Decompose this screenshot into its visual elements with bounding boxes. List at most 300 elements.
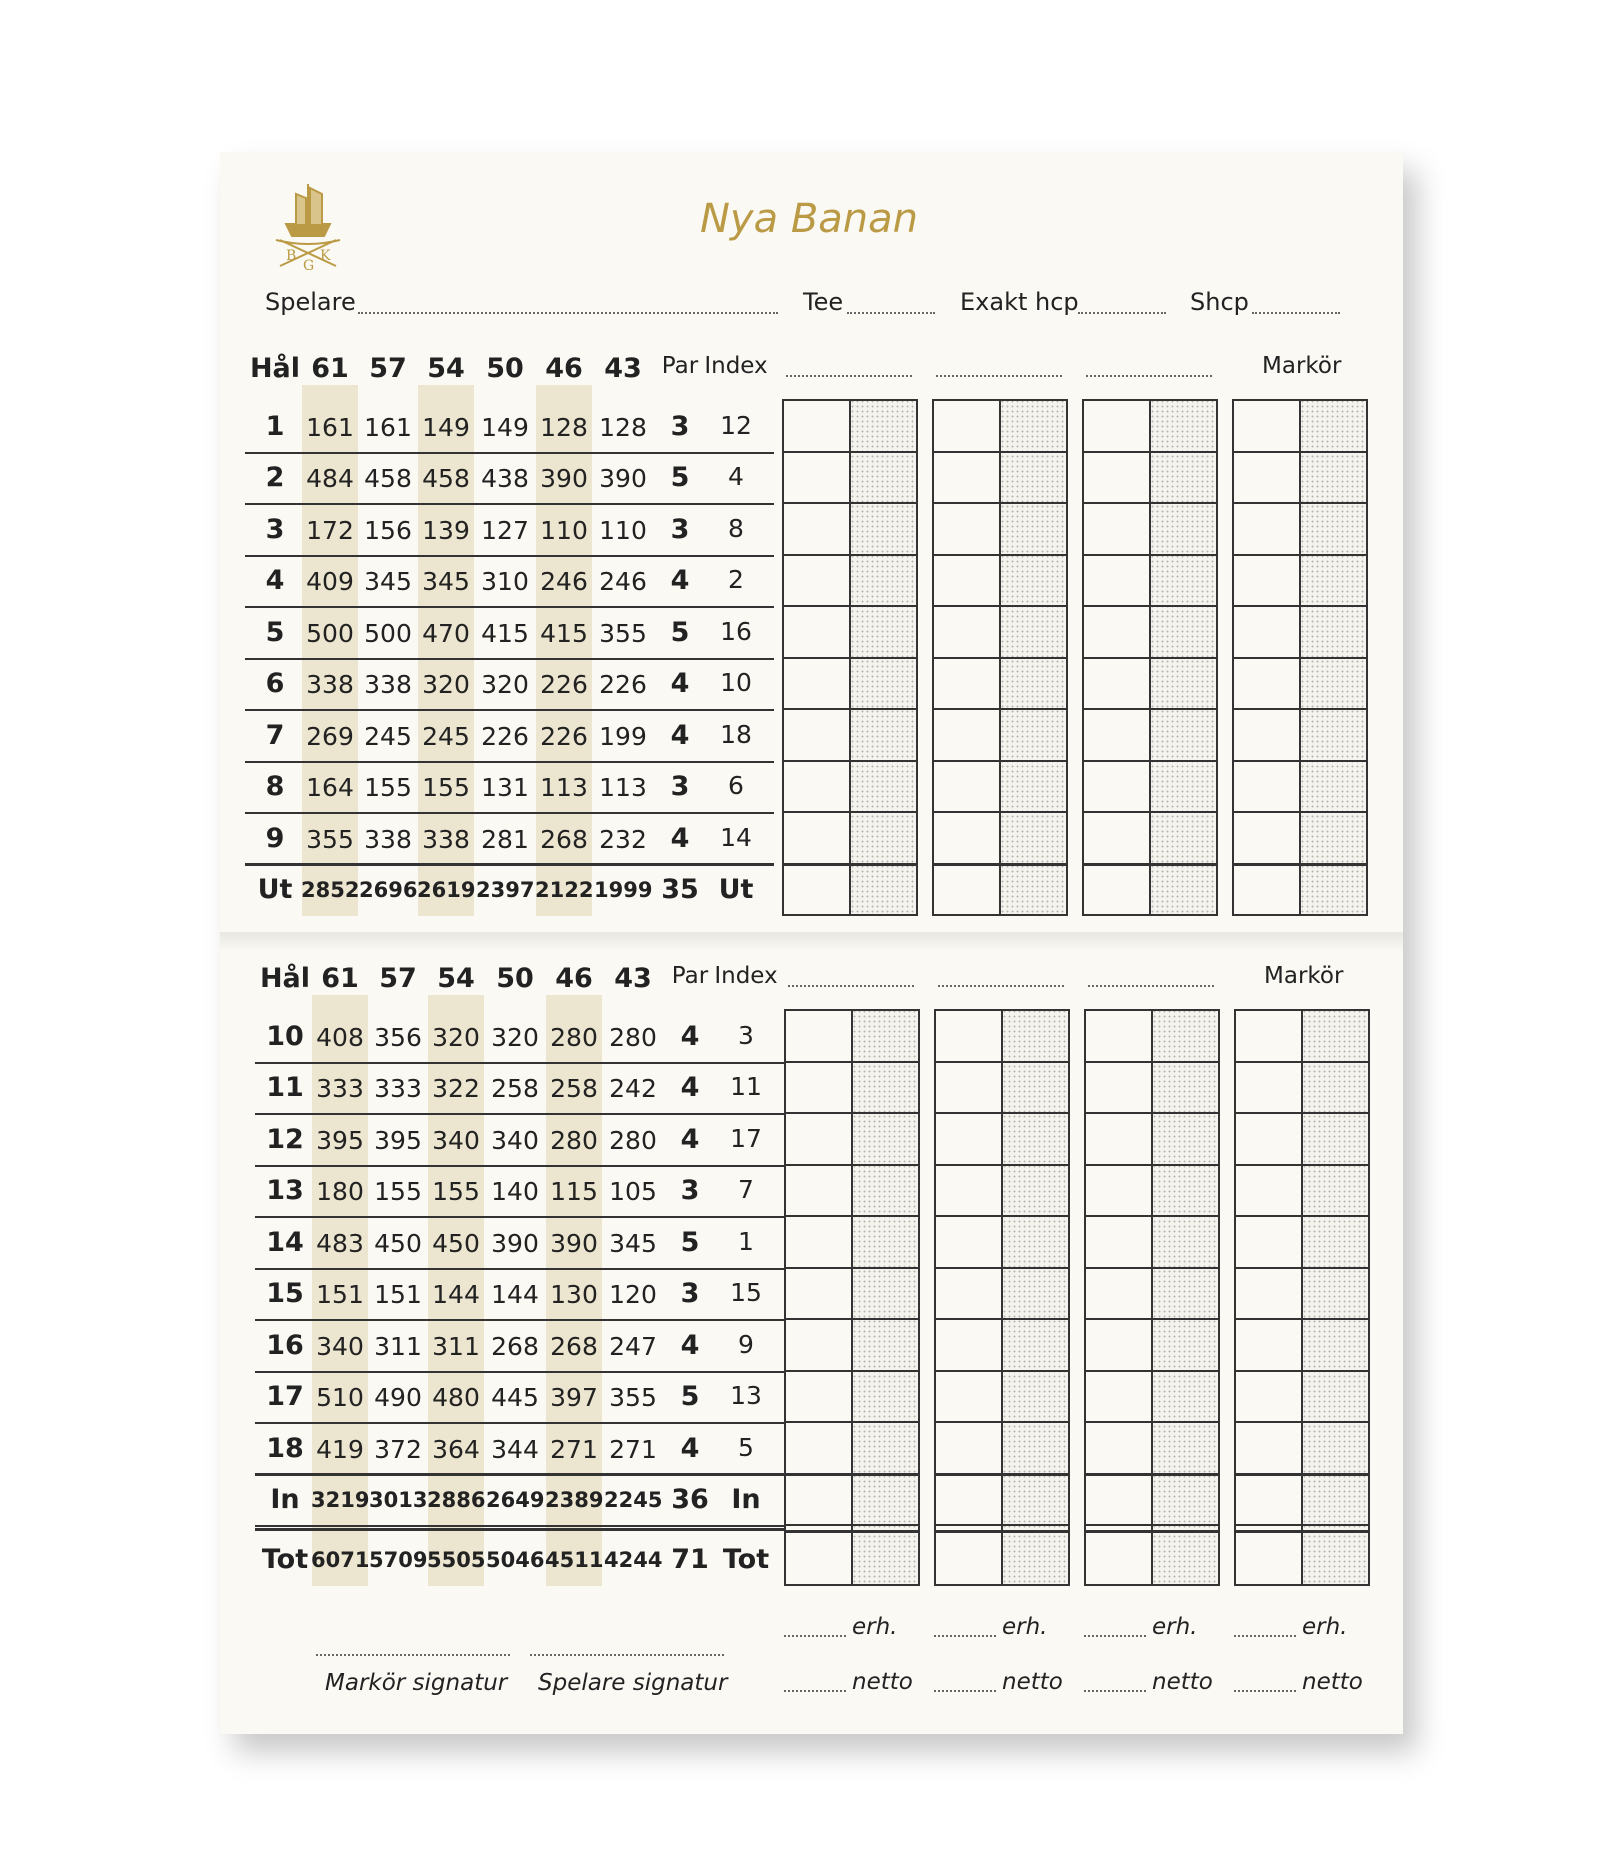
hole-length: 322 bbox=[432, 1074, 480, 1104]
hole-number: 17 bbox=[266, 1381, 304, 1413]
hole-length: 128 bbox=[599, 412, 647, 442]
row-divider bbox=[255, 1422, 784, 1424]
score-box-divider bbox=[1151, 1009, 1153, 1586]
hole-number: 3 bbox=[265, 513, 285, 545]
score-box-row-line bbox=[784, 1267, 920, 1269]
hole-length: 510 bbox=[316, 1383, 364, 1413]
score-box-row-line bbox=[782, 605, 918, 607]
player-name-field[interactable] bbox=[1086, 375, 1212, 377]
hole-length: 127 bbox=[481, 515, 529, 545]
hole-number: 4 bbox=[265, 565, 285, 597]
score-box-row-line bbox=[1234, 1164, 1370, 1166]
hole-length: 105 bbox=[609, 1177, 657, 1207]
column-header: 57 bbox=[369, 353, 407, 384]
net-label: netto bbox=[1302, 1669, 1363, 1695]
course-title: Nya Banan bbox=[700, 196, 918, 242]
par-value: 3 bbox=[680, 1175, 700, 1207]
received-field[interactable] bbox=[784, 1635, 846, 1637]
hole-length: 247 bbox=[609, 1331, 657, 1361]
hole-length: 164 bbox=[306, 773, 354, 803]
hole-length: 419 bbox=[316, 1434, 364, 1464]
score-box-row-line bbox=[1234, 1370, 1370, 1372]
score-box-row-line bbox=[1082, 605, 1218, 607]
hole-length: 2397 bbox=[476, 878, 535, 903]
hole-length: 345 bbox=[422, 567, 470, 597]
hole-length: 311 bbox=[432, 1331, 480, 1361]
received-label: erh. bbox=[1002, 1614, 1048, 1640]
score-box-row-line bbox=[784, 1061, 920, 1063]
hole-length: 320 bbox=[422, 670, 470, 700]
score-box-row-line bbox=[782, 863, 918, 866]
score-box-row-line bbox=[1232, 502, 1368, 504]
column-header: Par bbox=[661, 353, 699, 379]
hole-length: 390 bbox=[491, 1228, 539, 1258]
hole-length: 155 bbox=[422, 773, 470, 803]
par-value: 36 bbox=[671, 1484, 709, 1516]
hole-length: 246 bbox=[599, 567, 647, 597]
hole-length: 390 bbox=[540, 464, 588, 494]
par-value: 4 bbox=[680, 1020, 700, 1052]
hole-length: 2619 bbox=[417, 878, 476, 903]
score-box-row-line bbox=[1084, 1370, 1220, 1372]
score-box-row-line bbox=[1232, 708, 1368, 710]
row-divider bbox=[255, 1525, 784, 1527]
hole-number: 7 bbox=[265, 719, 285, 751]
hole-number: 11 bbox=[266, 1072, 304, 1104]
hole-length: 340 bbox=[316, 1331, 364, 1361]
score-box-row-line bbox=[1232, 863, 1368, 866]
index-value: 14 bbox=[720, 822, 752, 852]
hole-length: 161 bbox=[364, 412, 412, 442]
hole-length: 140 bbox=[491, 1177, 539, 1207]
hole-length: 113 bbox=[599, 773, 647, 803]
par-value: 71 bbox=[671, 1543, 709, 1575]
score-box-row-line bbox=[1084, 1164, 1220, 1166]
row-divider bbox=[245, 503, 774, 505]
column-header: 54 bbox=[427, 353, 465, 384]
hole-number: 1 bbox=[265, 410, 285, 442]
score-box-row-line bbox=[934, 1421, 1070, 1423]
score-box-row-line bbox=[934, 1267, 1070, 1269]
hole-length: 3219 bbox=[311, 1488, 370, 1513]
index-value: 7 bbox=[738, 1175, 754, 1205]
score-box-row-line bbox=[932, 554, 1068, 556]
hole-length: 115 bbox=[550, 1177, 598, 1207]
hole-length: 245 bbox=[422, 721, 470, 751]
hole-length: 113 bbox=[540, 773, 588, 803]
hole-length: 470 bbox=[422, 618, 470, 648]
par-value: 5 bbox=[680, 1226, 700, 1258]
received-label: erh. bbox=[852, 1614, 898, 1640]
hole-length: 151 bbox=[374, 1280, 422, 1310]
exact-hcp-label: Exakt hcp bbox=[960, 288, 1079, 316]
score-box-row-line bbox=[1232, 811, 1368, 813]
received-field[interactable] bbox=[1234, 1635, 1296, 1637]
hole-length: 172 bbox=[306, 515, 354, 545]
score-box-row-line bbox=[934, 1370, 1070, 1372]
index-value: 8 bbox=[728, 513, 744, 543]
hole-length: 395 bbox=[374, 1125, 422, 1155]
player-name-field[interactable] bbox=[1088, 985, 1214, 987]
index-value: Ut bbox=[718, 874, 754, 906]
hole-length: 6071 bbox=[311, 1547, 370, 1572]
score-box-row-line bbox=[1082, 451, 1218, 453]
index-value: In bbox=[731, 1484, 761, 1516]
score-box-row-line bbox=[934, 1164, 1070, 1166]
score-box-row-line bbox=[782, 708, 918, 710]
hole-length: 390 bbox=[550, 1228, 598, 1258]
index-value: 15 bbox=[730, 1278, 762, 1308]
hole-length: 408 bbox=[316, 1022, 364, 1052]
hole-length: 4511 bbox=[545, 1547, 604, 1572]
score-box-row-line bbox=[1082, 657, 1218, 659]
column-header: 46 bbox=[555, 963, 593, 994]
hole-length: 258 bbox=[550, 1074, 598, 1104]
par-value: 4 bbox=[670, 822, 690, 854]
score-box-row-line bbox=[1082, 863, 1218, 866]
par-value: 4 bbox=[670, 719, 690, 751]
hole-length: 258 bbox=[491, 1074, 539, 1104]
hole-length: 340 bbox=[491, 1125, 539, 1155]
row-divider bbox=[245, 812, 774, 814]
hole-length: 320 bbox=[491, 1022, 539, 1052]
score-box-row-line bbox=[1084, 1421, 1220, 1423]
hole-length: 180 bbox=[316, 1177, 364, 1207]
column-header: Hål bbox=[259, 963, 311, 994]
exact-hcp-field[interactable] bbox=[1078, 312, 1166, 314]
column-header: 50 bbox=[496, 963, 534, 994]
marker-label: Markör bbox=[1262, 353, 1342, 379]
row-divider bbox=[245, 709, 774, 711]
score-box-row-line bbox=[1234, 1061, 1370, 1063]
score-box-row-line bbox=[1234, 1524, 1370, 1526]
index-value: 12 bbox=[720, 410, 752, 440]
hole-length: 458 bbox=[364, 464, 412, 494]
score-box-row-line bbox=[1232, 760, 1368, 762]
index-value: 3 bbox=[738, 1020, 754, 1050]
hole-length: 344 bbox=[491, 1434, 539, 1464]
hole-length: 269 bbox=[306, 721, 354, 751]
player-signature-field[interactable] bbox=[530, 1654, 724, 1656]
hole-length: 149 bbox=[481, 412, 529, 442]
hole-length: 397 bbox=[550, 1383, 598, 1413]
score-box-row-line bbox=[932, 657, 1068, 659]
hole-length: 280 bbox=[550, 1022, 598, 1052]
hole-length: 199 bbox=[599, 721, 647, 751]
hole-length: 5709 bbox=[369, 1547, 428, 1572]
hole-number: 2 bbox=[265, 462, 285, 494]
score-box-row-line bbox=[932, 811, 1068, 813]
par-value: 3 bbox=[670, 513, 690, 545]
hole-length: 355 bbox=[306, 824, 354, 854]
hole-length: 144 bbox=[491, 1280, 539, 1310]
hole-length: 242 bbox=[609, 1074, 657, 1104]
hole-length: 226 bbox=[540, 721, 588, 751]
hole-length: 438 bbox=[481, 464, 529, 494]
hole-length: 2649 bbox=[486, 1488, 545, 1513]
received-label: erh. bbox=[1152, 1614, 1198, 1640]
score-box-row-line bbox=[934, 1215, 1070, 1217]
index-value: 2 bbox=[728, 565, 744, 595]
score-box-divider bbox=[1301, 1009, 1303, 1586]
grand-total-divider bbox=[255, 1528, 784, 1531]
score-box-row-line bbox=[934, 1530, 1070, 1533]
row-divider bbox=[255, 1371, 784, 1373]
hole-length: 355 bbox=[609, 1383, 657, 1413]
hole-length: 120 bbox=[609, 1280, 657, 1310]
index-value: 13 bbox=[730, 1381, 762, 1411]
column-header: 61 bbox=[321, 963, 359, 994]
score-box-row-line bbox=[784, 1421, 920, 1423]
hole-length: 280 bbox=[550, 1125, 598, 1155]
score-box-divider bbox=[1001, 1009, 1003, 1586]
player-name-field[interactable] bbox=[786, 375, 912, 377]
row-divider bbox=[245, 452, 774, 454]
score-box-row-line bbox=[934, 1524, 1070, 1526]
player-label: Spelare bbox=[265, 288, 356, 316]
hole-length: 246 bbox=[540, 567, 588, 597]
hole-length: 5046 bbox=[486, 1547, 545, 1572]
index-value: 6 bbox=[728, 771, 744, 801]
shcp-field[interactable] bbox=[1252, 312, 1340, 314]
hole-length: 311 bbox=[374, 1331, 422, 1361]
score-box-row-line bbox=[932, 451, 1068, 453]
hole-length: 2122 bbox=[535, 878, 594, 903]
score-box-row-line bbox=[1084, 1112, 1220, 1114]
tee-label: Tee bbox=[803, 288, 844, 316]
hole-number: 6 bbox=[265, 668, 285, 700]
hole-length: 356 bbox=[374, 1022, 422, 1052]
index-value: 4 bbox=[728, 462, 744, 492]
hole-number: 12 bbox=[266, 1123, 304, 1155]
hole-length: 450 bbox=[432, 1228, 480, 1258]
row-divider bbox=[255, 1062, 784, 1064]
hole-length: 320 bbox=[481, 670, 529, 700]
score-box-row-line bbox=[932, 605, 1068, 607]
hole-length: 149 bbox=[422, 412, 470, 442]
score-box-row-line bbox=[784, 1370, 920, 1372]
column-header: 57 bbox=[379, 963, 417, 994]
net-label: netto bbox=[1152, 1669, 1213, 1695]
score-box-row-line bbox=[934, 1061, 1070, 1063]
score-box-row-line bbox=[932, 708, 1068, 710]
row-divider bbox=[245, 555, 774, 557]
par-value: 4 bbox=[680, 1123, 700, 1155]
par-value: 35 bbox=[661, 874, 699, 906]
hole-length: 2245 bbox=[604, 1488, 663, 1513]
row-divider bbox=[245, 606, 774, 608]
score-box-row-line bbox=[1234, 1473, 1370, 1476]
score-box-row-line bbox=[1082, 760, 1218, 762]
score-box-row-line bbox=[934, 1318, 1070, 1320]
row-divider bbox=[255, 1216, 784, 1218]
total-divider bbox=[255, 1473, 784, 1476]
hole-length: 333 bbox=[316, 1074, 364, 1104]
hole-length: 490 bbox=[374, 1383, 422, 1413]
total-divider bbox=[245, 863, 774, 866]
column-header: 50 bbox=[486, 353, 524, 384]
hole-length: 458 bbox=[422, 464, 470, 494]
hole-length: 483 bbox=[316, 1228, 364, 1258]
received-field[interactable] bbox=[1084, 1635, 1146, 1637]
par-value: 3 bbox=[680, 1278, 700, 1310]
net-field[interactable] bbox=[1234, 1690, 1296, 1692]
par-value: 3 bbox=[670, 410, 690, 442]
hole-length: 271 bbox=[550, 1434, 598, 1464]
score-box-row-line bbox=[932, 863, 1068, 866]
player-name-field[interactable] bbox=[788, 985, 914, 987]
hole-length: 1999 bbox=[594, 878, 653, 903]
score-box-row-line bbox=[1232, 657, 1368, 659]
score-box-row-line bbox=[782, 502, 918, 504]
score-box-row-line bbox=[784, 1473, 920, 1476]
net-field[interactable] bbox=[784, 1690, 846, 1692]
score-box-row-line bbox=[934, 1112, 1070, 1114]
score-box-row-line bbox=[1084, 1318, 1220, 1320]
hole-length: 338 bbox=[422, 824, 470, 854]
hole-length: 415 bbox=[481, 618, 529, 648]
player-name-field[interactable] bbox=[936, 375, 1062, 377]
score-box-row-line bbox=[932, 502, 1068, 504]
row-divider bbox=[255, 1165, 784, 1167]
score-box-row-line bbox=[782, 811, 918, 813]
score-box-row-line bbox=[934, 1473, 1070, 1476]
score-box-row-line bbox=[782, 760, 918, 762]
column-header: Index bbox=[714, 963, 778, 989]
hole-length: 155 bbox=[432, 1177, 480, 1207]
score-box-row-line bbox=[784, 1530, 920, 1533]
par-value: 4 bbox=[680, 1329, 700, 1361]
fold-line bbox=[220, 932, 1403, 950]
par-value: 5 bbox=[670, 616, 690, 648]
index-value: 9 bbox=[738, 1329, 754, 1359]
score-box-row-line bbox=[1084, 1061, 1220, 1063]
hole-number: Tot bbox=[261, 1543, 309, 1575]
player-name-field[interactable] bbox=[938, 985, 1064, 987]
score-box-row-line bbox=[1232, 554, 1368, 556]
par-value: 4 bbox=[670, 565, 690, 597]
score-box-row-line bbox=[1234, 1267, 1370, 1269]
score-box-row-line bbox=[1234, 1112, 1370, 1114]
score-box-row-line bbox=[1084, 1473, 1220, 1476]
score-box-row-line bbox=[782, 451, 918, 453]
score-box-row-line bbox=[784, 1524, 920, 1526]
row-divider bbox=[255, 1319, 784, 1321]
hole-number: 18 bbox=[266, 1432, 304, 1464]
hole-number: 15 bbox=[266, 1278, 304, 1310]
hole-length: 268 bbox=[550, 1331, 598, 1361]
par-value: 4 bbox=[680, 1072, 700, 1104]
hole-length: 2852 bbox=[301, 878, 360, 903]
column-header: 46 bbox=[545, 353, 583, 384]
hole-length: 110 bbox=[540, 515, 588, 545]
net-field[interactable] bbox=[934, 1690, 996, 1692]
column-header: 43 bbox=[604, 353, 642, 384]
net-label: netto bbox=[852, 1669, 913, 1695]
svg-text:K: K bbox=[320, 248, 331, 264]
net-field[interactable] bbox=[1084, 1690, 1146, 1692]
hole-length: 2886 bbox=[427, 1488, 486, 1513]
hole-length: 390 bbox=[599, 464, 647, 494]
score-box-row-line bbox=[784, 1215, 920, 1217]
row-divider bbox=[255, 1113, 784, 1115]
hole-length: 130 bbox=[550, 1280, 598, 1310]
score-box-row-line bbox=[1084, 1267, 1220, 1269]
hole-length: 450 bbox=[374, 1228, 422, 1258]
hole-length: 340 bbox=[432, 1125, 480, 1155]
hole-length: 355 bbox=[599, 618, 647, 648]
hole-length: 155 bbox=[364, 773, 412, 803]
hole-length: 2389 bbox=[545, 1488, 604, 1513]
score-box-row-line bbox=[1232, 451, 1368, 453]
par-value: 4 bbox=[670, 668, 690, 700]
hole-length: 268 bbox=[540, 824, 588, 854]
score-box-row-line bbox=[1082, 502, 1218, 504]
hole-length: 110 bbox=[599, 515, 647, 545]
shcp-label: Shcp bbox=[1190, 288, 1249, 316]
score-box-row-line bbox=[1232, 605, 1368, 607]
received-field[interactable] bbox=[934, 1635, 996, 1637]
hole-number: 9 bbox=[265, 822, 285, 854]
hole-length: 500 bbox=[306, 618, 354, 648]
hole-length: 161 bbox=[306, 412, 354, 442]
hole-number: 14 bbox=[266, 1226, 304, 1258]
hole-number: 16 bbox=[266, 1329, 304, 1361]
hole-length: 484 bbox=[306, 464, 354, 494]
marker-signature-label: Markör signatur bbox=[325, 1670, 508, 1696]
hole-length: 3013 bbox=[369, 1488, 428, 1513]
column-header: Hål bbox=[249, 353, 301, 384]
column-header: Par bbox=[671, 963, 709, 989]
hole-length: 281 bbox=[481, 824, 529, 854]
player-field[interactable] bbox=[358, 312, 778, 314]
score-box-divider bbox=[851, 1009, 853, 1586]
hole-length: 5505 bbox=[427, 1547, 486, 1572]
hole-length: 226 bbox=[540, 670, 588, 700]
club-crest-icon bbox=[272, 180, 344, 270]
column-header: Index bbox=[704, 353, 768, 379]
score-box-row-line bbox=[782, 657, 918, 659]
tee-field[interactable] bbox=[847, 312, 935, 314]
score-box-row-line bbox=[1082, 708, 1218, 710]
hole-length: 128 bbox=[540, 412, 588, 442]
marker-signature-field[interactable] bbox=[316, 1654, 510, 1656]
hole-length: 395 bbox=[316, 1125, 364, 1155]
score-box-row-line bbox=[1082, 811, 1218, 813]
score-box-row-line bbox=[784, 1112, 920, 1114]
column-header: 43 bbox=[614, 963, 652, 994]
hole-length: 310 bbox=[481, 567, 529, 597]
hole-number: 5 bbox=[265, 616, 285, 648]
hole-number: Ut bbox=[257, 874, 293, 906]
hole-length: 338 bbox=[306, 670, 354, 700]
svg-text:B: B bbox=[286, 248, 297, 264]
score-box-row-line bbox=[1084, 1215, 1220, 1217]
index-value: 18 bbox=[720, 719, 752, 749]
hole-length: 155 bbox=[374, 1177, 422, 1207]
index-value: Tot bbox=[722, 1543, 770, 1575]
received-label: erh. bbox=[1302, 1614, 1348, 1640]
score-box-row-line bbox=[1234, 1318, 1370, 1320]
hole-length: 364 bbox=[432, 1434, 480, 1464]
net-label: netto bbox=[1002, 1669, 1063, 1695]
score-box-row-line bbox=[784, 1318, 920, 1320]
hole-length: 345 bbox=[609, 1228, 657, 1258]
index-value: 5 bbox=[738, 1432, 754, 1462]
hole-length: 280 bbox=[609, 1125, 657, 1155]
score-box-row-line bbox=[784, 1164, 920, 1166]
par-value: 5 bbox=[680, 1381, 700, 1413]
